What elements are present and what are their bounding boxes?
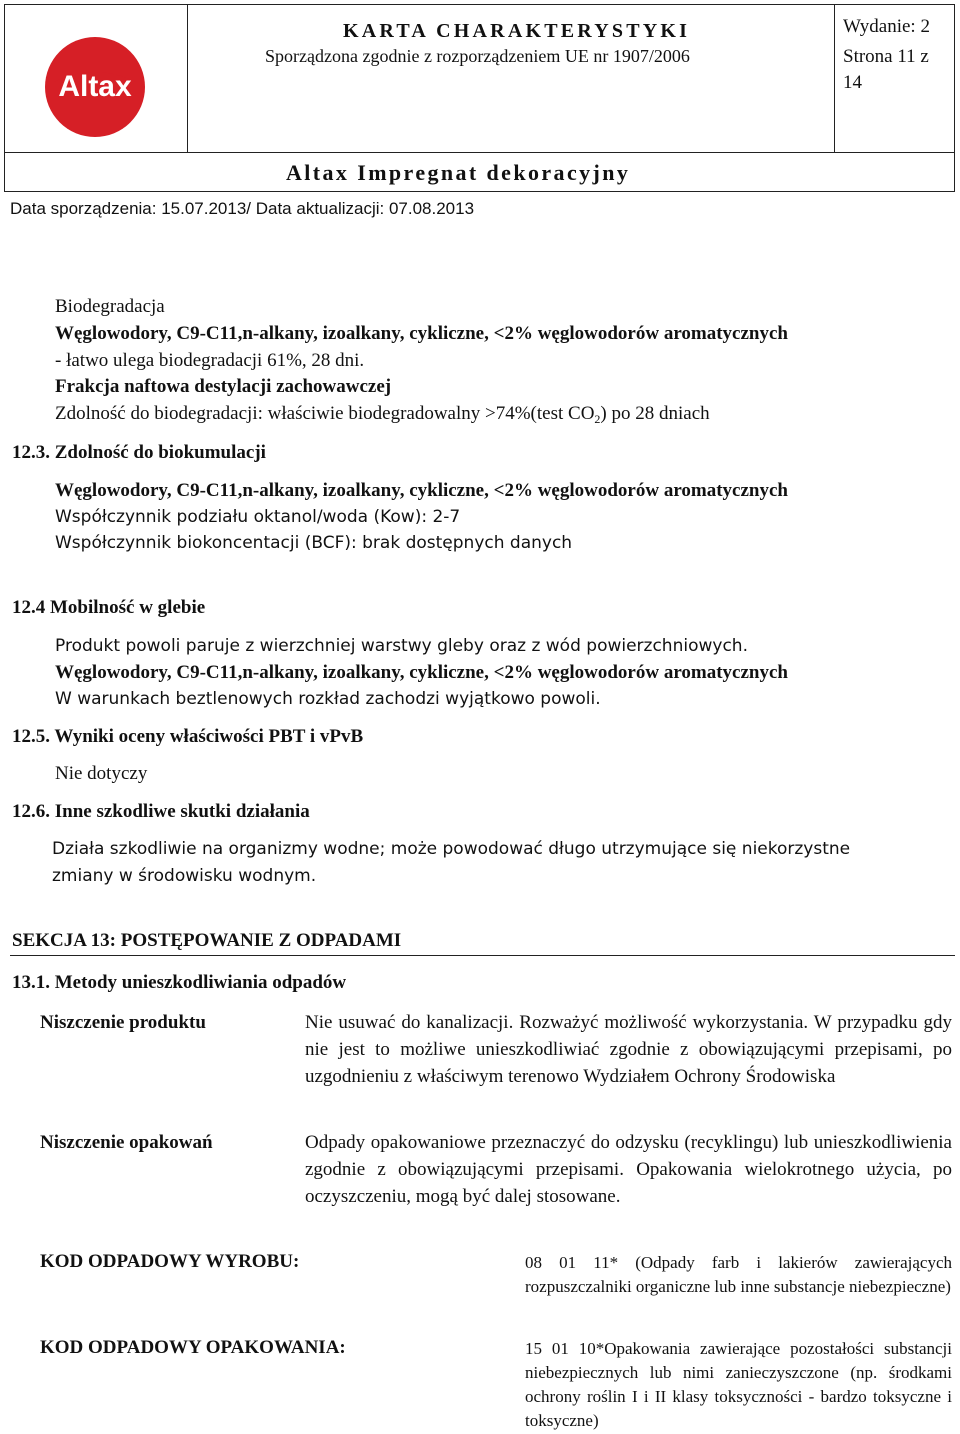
biodegradation-capacity bbox=[55, 403, 710, 425]
bcf-coefficient: Współczynnik biokoncentacji (BCF): brak dostępnych danych bbox=[55, 533, 573, 553]
page-number-line1: Strona 11 z bbox=[843, 46, 929, 67]
section-13-rule bbox=[10, 955, 955, 956]
co2-subscript: 2 bbox=[594, 412, 601, 426]
section-13-title: SEKCJA 13: POSTĘPOWANIE Z ODPADAMI bbox=[12, 930, 402, 951]
kow-coefficient: Współczynnik podziału oktanol/woda (Kow): 2-7 bbox=[55, 507, 461, 527]
page-number-line2: 14 bbox=[843, 72, 862, 93]
heading-12-3: 12.3. Zdolność do biokumulacji bbox=[12, 442, 266, 463]
biodegradation-rate: - łatwo ulega biodegradacji 61%, 28 dni. bbox=[55, 350, 365, 371]
naphtha-fraction-name: Frakcja naftowa destylacji zachowawczej bbox=[55, 376, 392, 397]
header-divider-left bbox=[187, 4, 188, 152]
waste-code-packaging-text: 15 01 10*Opakowania zawierające pozostałości substancji niebezpiecznych lub nimi zanieczyszczone (np. środkami ochrony roślin I i II klasy toksyczności - bardzo toksyczne i toksyczne) bbox=[525, 1339, 952, 1430]
anaerobic-text: W warunkach beztlenowych rozkład zachodzi wyjątkowo powoli. bbox=[55, 689, 601, 709]
heading-12-6: 12.6. Inne szkodliwe skutki działania bbox=[12, 801, 310, 822]
header-divider-horizontal bbox=[4, 152, 955, 153]
hydrocarbons-name: Węglowodory, C9-C11,n-alkany, izoalkany, cykliczne, <2% węglowodorów aromatycznych bbox=[55, 662, 788, 683]
heading-13-1: 13.1. Metody unieszkodliwiania odpadów bbox=[12, 972, 347, 993]
waste-code-product-text: 08 01 11* (Odpady farb i lakierów zawierających rozpuszczalniki organiczne lub inne substancje niebezpieczne) bbox=[525, 1253, 952, 1296]
pbt-result: Nie dotyczy bbox=[55, 763, 148, 784]
soil-mobility-text: Produkt powoli paruje z wierzchniej warstwy gleby oraz z wód powierzchniowych. bbox=[55, 636, 748, 656]
harmful-effects-line1: Działa szkodliwie na organizmy wodne; może powodować długo utrzymujące się niekorzystne bbox=[52, 839, 851, 859]
packaging-disposal-text: Odpady opakowaniowe przeznaczyć do odzysku (recyklingu) lub unieszkodliwienia zgodnie z obowiązującymi przepisami. Opakowania wielokrotnego użycia, po oczyszczeniu, mogą być dalej stosowane. bbox=[305, 1132, 952, 1207]
waste-code-product-label: KOD ODPADOWY WYROBU: bbox=[40, 1251, 300, 1272]
product-name: Altax Impregnat dekoracyjny bbox=[286, 160, 631, 185]
product-disposal-text: Nie usuwać do kanalizacji. Rozważyć możliwość wykorzystania. W przypadku gdy nie jest to możliwe unieszkodliwiać zgodnie z obowiązującymi przepisami, po uzgodnieniu z właściwym terenowo Wydziałem Ochrony Środowiska bbox=[305, 1012, 952, 1087]
biodegradation-label: Biodegradacja bbox=[55, 296, 165, 317]
altax-logo bbox=[42, 34, 148, 140]
edition-label: Wydanie: 2 bbox=[843, 16, 930, 37]
hydrocarbons-name: Węglowodory, C9-C11,n-alkany, izoalkany, cykliczne, <2% węglowodorów aromatycznych bbox=[55, 480, 788, 501]
document-dates: Data sporządzenia: 15.07.2013/ Data aktualizacji: 07.08.2013 bbox=[10, 199, 475, 218]
packaging-disposal-label: Niszczenie opakowań bbox=[40, 1132, 213, 1153]
heading-12-4: 12.4 Mobilność w glebie bbox=[12, 597, 206, 618]
waste-code-packaging-label: KOD ODPADOWY OPAKOWANIA: bbox=[40, 1337, 346, 1358]
capacity-text: Zdolność do biodegradacji: właściwie biodegradowalny >74%(test CO bbox=[55, 403, 595, 424]
document-title: KARTA CHARAKTERYSTYKI bbox=[343, 20, 691, 42]
hydrocarbons-name: Węglowodory, C9-C11,n-alkany, izoalkany, cykliczne, <2% węglowodorów aromatycznych bbox=[55, 323, 788, 344]
logo-wordmark: Altax bbox=[58, 70, 132, 103]
header-divider-right bbox=[834, 4, 835, 152]
capacity-suffix: ) po 28 dniach bbox=[600, 403, 710, 424]
heading-12-5: 12.5. Wyniki oceny właściwości PBT i vPvB bbox=[12, 726, 364, 747]
product-disposal-label: Niszczenie produktu bbox=[40, 1012, 206, 1033]
harmful-effects-line2: zmiany w środowisku wodnym. bbox=[52, 866, 317, 886]
regulation-note: Sporządzona zgodnie z rozporządzeniem UE nr 1907/2006 bbox=[265, 46, 690, 66]
